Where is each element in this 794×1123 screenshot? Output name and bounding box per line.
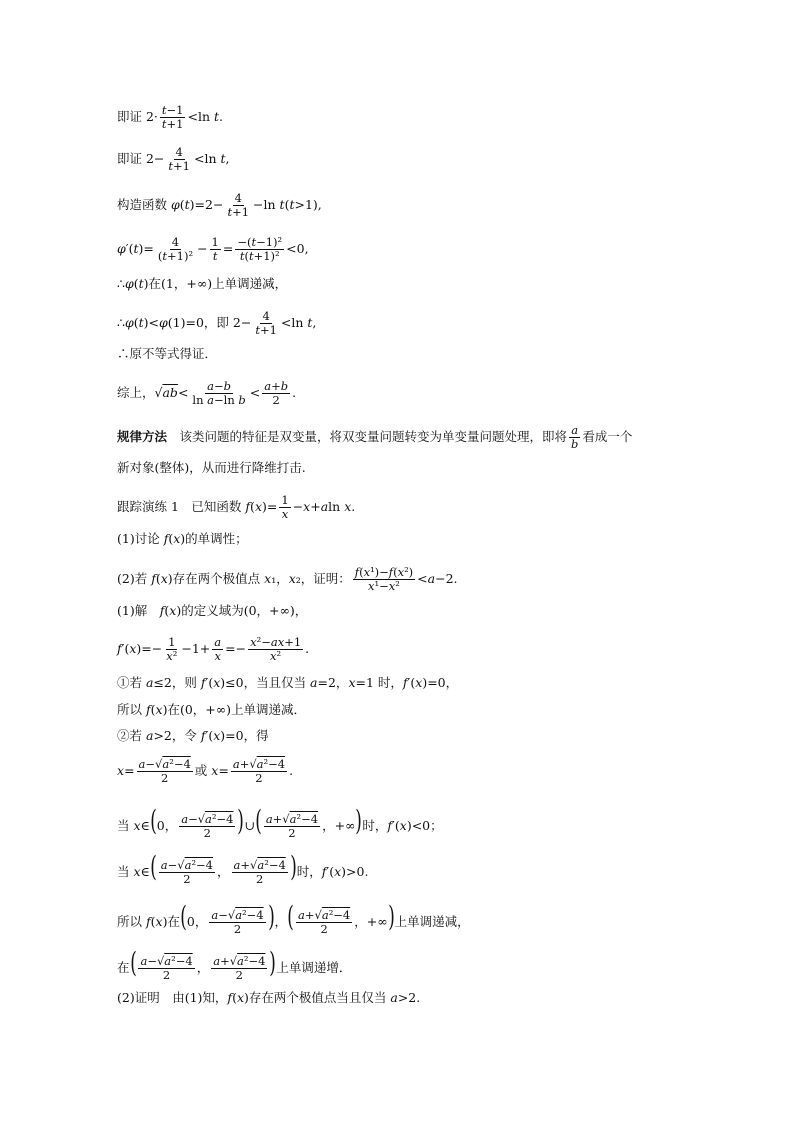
- proof-line-3: 构造函数 φ(t)=2− $\frac{4}{t+1}$ −ln t(t>1),: [117, 191, 322, 219]
- solution-line-11: (2)证明 由(1)知，f(x)存在两个极值点当且仅当 a>2.: [117, 990, 421, 1005]
- proof-line-6: ∴φ(t)<φ(1)=0，即 2− $\frac{4}{t+1}$ <ln t,: [117, 309, 317, 337]
- solution-line-6: x= $\frac{\text{a−√a²−4}}{2}$ 或 x= $\frac{\text{a+√a²−4}}{2}$ .: [117, 757, 294, 785]
- proof-line-2: 即证 2− $\frac{4}{t+1}$ <ln t,: [117, 145, 230, 173]
- exercise-part-2: (2)若 f(x)存在两个极值点 x₁，x₂，证明： $\frac{\text{f(x¹)−f(x²)}}{\text{x¹−x²}}$ <a−2.: [117, 565, 458, 593]
- line-text: 即证 2· $\frac{t-1}{t+1}$ <ln t.: [117, 103, 223, 131]
- exercise-part-1: (1)讨论 f(x)的单调性；: [117, 531, 248, 546]
- solution-line-2: f′(x)=− $\frac{1}{\text{x²}}$ −1+ $\frac{a}{x}$ =− $\frac{\text{x²−ax+1}}{\text{x²}}$ .: [117, 635, 310, 663]
- exercise-title: 跟踪演练 1 已知函数 f(x)= $\frac{1}{x}$ −x+aln x.: [117, 493, 356, 521]
- proof-line-8: 综上，√ab< $\frac{a-b}{\text{ln a−ln b}}$ < $\frac{a+b}{2}$ .: [117, 379, 297, 407]
- solution-line-5: ②若 a>2，令 f′(x)=0，得: [117, 728, 269, 743]
- solution-line-8: 当 x∈( $\frac{\text{a−√a²−4}}{2}$ ， $\frac{\text{a+√a²−4}}{2}$ )时，f′(x)>0.: [117, 850, 369, 886]
- proof-line-4: φ′(t)= $\frac{4}{\text{(t+1)²}}$ − $\frac{1}{t}$ = $\frac{\text{−(t−1)²}}{\text{t(t+1)²}}$ <0,: [117, 235, 309, 263]
- method-line-2: 新对象(整体)，从而进行降维打击.: [117, 460, 306, 475]
- proof-line-5: ∴φ(t)在(1，+∞)上单调递减，: [117, 276, 288, 291]
- solution-line-9: 所以 f(x)在(0， $\frac{\text{a−√a²−4}}{2}$ )，( $\frac{\text{a+√a²−4}}{2}$ ，+∞)上单调递减，: [117, 900, 470, 936]
- solution-line-10: 在( $\frac{\text{a−√a²−4}}{2}$ ， $\frac{\text{a+√a²−4}}{2}$ )上单调递增．: [117, 946, 352, 982]
- method-line-1: 规律方法 该类问题的特征是双变量，将双变量问题转变为单变量问题处理，即将 $\frac{a}{b}$ 看成一个: [117, 423, 633, 451]
- solution-line-1: (1)解 f(x)的定义域为(0，+∞)，: [117, 603, 308, 618]
- proof-line-7: ∴原不等式得证．: [117, 346, 218, 361]
- solution-line-3: ①若 a≤2，则 f′(x)≤0，当且仅当 a=2，x=1 时，f′(x)=0，: [117, 675, 459, 690]
- solution-line-7: 当 x∈(0， $\frac{\text{a−√a²−4}}{2}$ )∪( $\frac{\text{a+√a²−4}}{2}$ ，+∞)时，f′(x)<0；: [117, 804, 443, 840]
- proof-line-1: [117, 104, 223, 131]
- solution-line-4: 所以 f(x)在(0，+∞)上单调递减．: [117, 702, 307, 717]
